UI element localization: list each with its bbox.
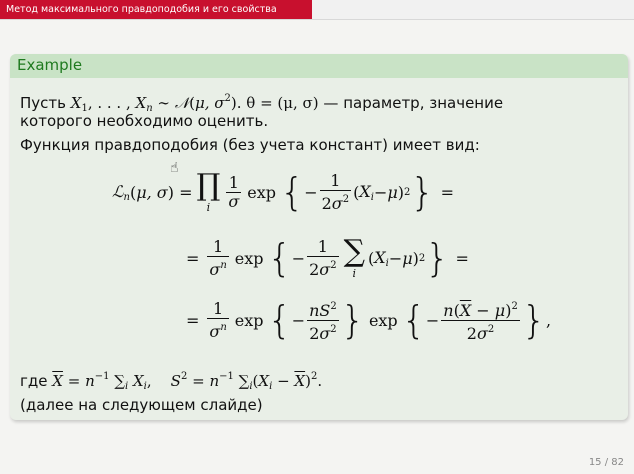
statement-line-1: Пусть $X_1$, . . . , $X_n$ ∼ 𝒩(μ, $\sigma^2$). θ = (μ, σ) — параметр, значение — [20, 93, 504, 114]
hand-cursor-icon: ☝ — [170, 160, 179, 176]
example-block-header — [10, 54, 628, 78]
statement-line-2: которого необходимо оценить. — [20, 112, 269, 130]
continuation-note: (далее на следующем слайде) — [20, 396, 263, 414]
example-block-title: Example — [17, 56, 83, 74]
likelihood-equation-2: = $\frac{1}{\sigma^n}$ exp { − $\frac{1}{2\sigma^2}$ ∑ i ( $X_i$ − μ ) 2 } = — [186, 233, 469, 280]
top-navigation-bar — [0, 0, 634, 20]
statement-line-3: Функция правдоподобия (без учета констант) имеет вид: — [20, 136, 480, 154]
likelihood-equation-1: ℒ$_n$ ( μ, σ ) = ∏ i $\frac{1}{\sigma}$ exp { − $\frac{1}{2\sigma^2}$ ( $X_i$ − μ ) 2 } = — [112, 167, 454, 214]
likelihood-equation-3: = $\frac{1}{\sigma^n}$ exp { − $\frac{nS^2}{2\sigma^2}$ } exp { − $\frac{n(\overline{X} - \mu)^2}{2\sigma^2}$ } , — [186, 298, 552, 343]
definitions-line: где $\overline{X} = n^{-1}$ $\sum_i$ $X_i$, $S^2 = n^{-1}$ $\sum_i(X_i - \overline{X})^2$. — [20, 371, 323, 392]
section-title[interactable]: Метод максимального правдоподобия и его свойства — [0, 0, 312, 19]
page-number: 15 / 82 — [588, 457, 624, 468]
